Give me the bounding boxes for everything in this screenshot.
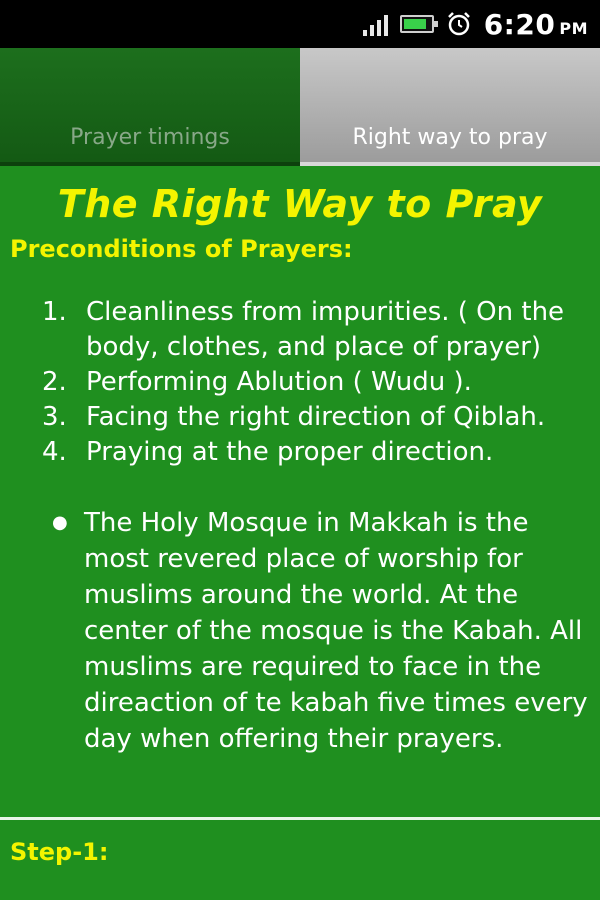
list-number: 4.: [42, 437, 67, 467]
tab-label: Prayer timings: [70, 125, 230, 150]
list-item: [42, 365, 592, 400]
list-text: Facing the right direction of Qiblah.: [86, 402, 546, 432]
page-title: The Right Way to Pray: [57, 182, 543, 226]
notes-list: [52, 505, 592, 757]
conditions-list: [42, 295, 592, 470]
alarm-clock-icon: [446, 11, 472, 37]
list-item: [42, 295, 592, 365]
divider: [0, 817, 600, 820]
tab-label: Right way to pray: [352, 125, 548, 150]
list-number: 1.: [42, 297, 67, 327]
list-item: [42, 435, 592, 470]
section-heading: Preconditions of Prayers:: [10, 235, 353, 263]
signal-icon: [363, 12, 388, 36]
status-icons: [363, 0, 588, 48]
list-text: Praying at the proper direction.: [86, 437, 494, 467]
tab-prayer-timings[interactable]: [0, 48, 300, 166]
tab-right-way-to-pray[interactable]: [300, 48, 600, 166]
status-bar: [0, 0, 600, 48]
time-value: 6:20: [483, 7, 556, 41]
list-number: 3.: [42, 402, 67, 432]
list-number: 2.: [42, 367, 67, 397]
list-item: [42, 400, 592, 435]
tab-bar: [0, 48, 600, 166]
note-text: The Holy Mosque in Makkah is the most revered place of worship for muslims around the world. At the center of the mosque is the Kabah. All muslims are required to face in the direaction of te kabah five times every day when offering their prayers.: [84, 508, 588, 754]
list-item: [52, 505, 592, 757]
bullet-icon: ●: [52, 512, 68, 533]
time-ampm: PM: [559, 18, 588, 38]
clock-time: [484, 8, 588, 41]
list-text: Performing Ablution ( Wudu ).: [86, 367, 472, 397]
battery-icon: [400, 15, 434, 33]
step-heading: Step-1:: [10, 838, 109, 866]
list-text: Cleanliness from impurities. ( On the body, clothes, and place of prayer): [86, 297, 565, 362]
